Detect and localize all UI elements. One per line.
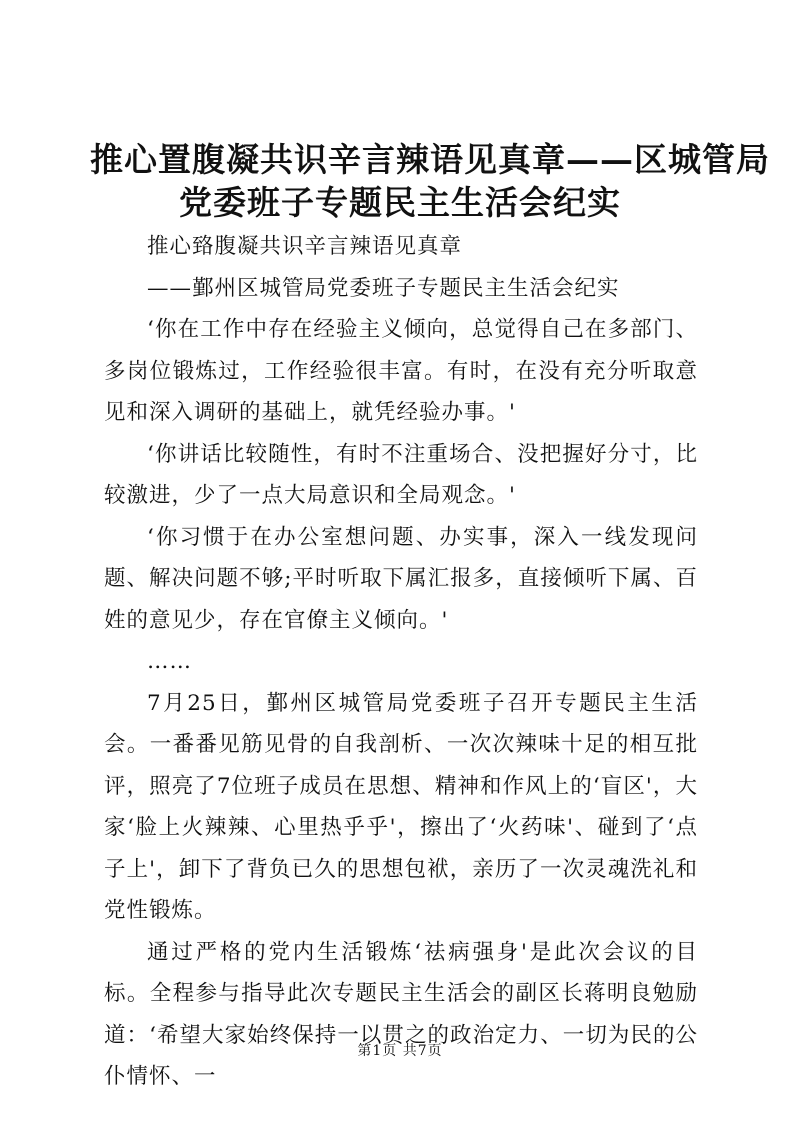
body-paragraph: ‘你讲话比较随性，有时不注重场合、没把握好分寸，比较激进，少了一点大局意识和全局观念。' <box>104 441 698 508</box>
subtitle-line: 推心臵腹凝共识辛言辣语见真章 <box>147 234 463 259</box>
body-paragraph: ‘你习惯于在办公室想问题、办实事，深入一线发现问题、解决问题不够;平时听取下属汇报多，直接倾听下属、百姓的意见少，存在官僚主义倾向。' <box>104 524 698 633</box>
document-body <box>104 226 698 1098</box>
document-title-line-1: 推心置腹凝共识辛言辣语见真章——区城管局 <box>90 140 770 179</box>
body-paragraph: 通过严格的党内生活锻炼‘祛病强身'是此次会议的目标。全程参与指导此次专题民主生活会的副区长蒋明良勉励道：‘希望大家始终保持一以贯之的政治定力、一切为民的公仆情怀、一 <box>104 939 698 1089</box>
page-number-footer: 第1页 共7页 <box>357 1043 443 1059</box>
document-title-line-2: 党委班子专题民主生活会纪实 <box>179 183 621 222</box>
ellipsis-paragraph: …… <box>147 649 192 674</box>
subtitle-line: ——鄞州区城管局党委班子专题民主生活会纪实 <box>147 275 620 301</box>
body-paragraph: ‘你在工作中存在经验主义倾向，总觉得自己在多部门、多岗位锻炼过，工作经验很丰富。有时，在没有充分听取意见和深入调研的基础上，就凭经验办事。' <box>104 317 698 425</box>
body-paragraph: 7月25日，鄞州区城管局党委班子召开专题民主生活会。一番番见筋见骨的自我剖析、一次次辣味十足的相互批评，照亮了7位班子成员在思想、精神和作风上的‘盲区'，大家‘脸上火辣辣、心里热乎乎'，擦出了‘火药味'、碰到了‘点子上'，卸下了背负已久的思想包袱，亲历了一次灵魂洗礼和党性锻炼。 <box>104 690 698 923</box>
